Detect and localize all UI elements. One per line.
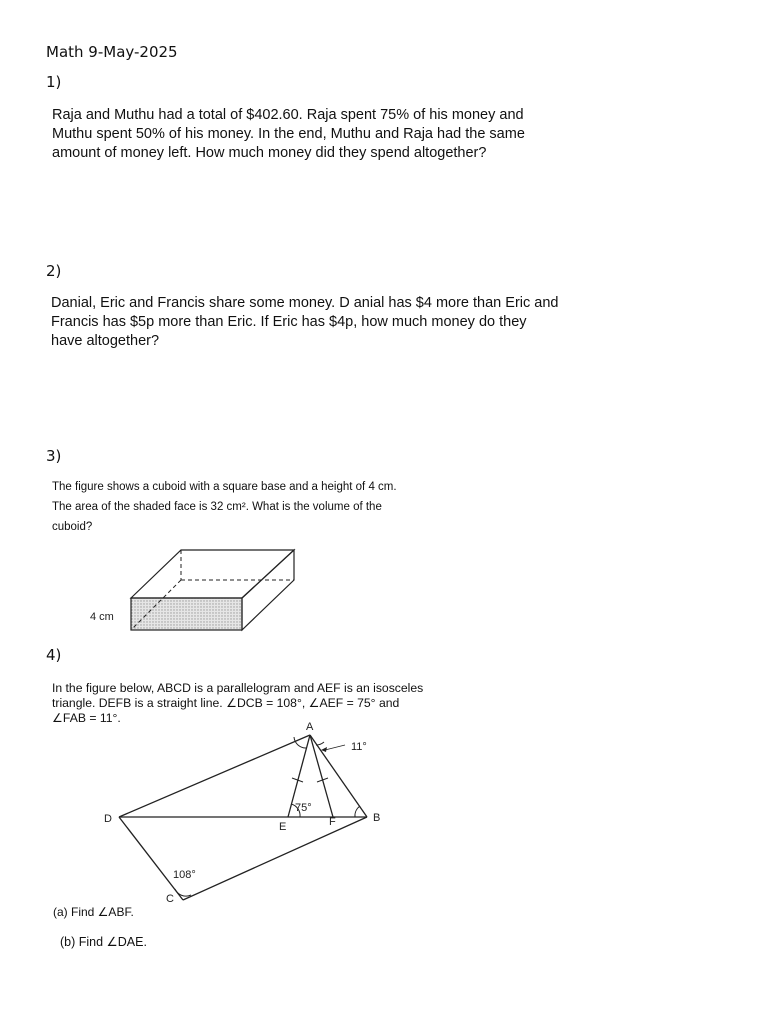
question-2-line: have altogether? <box>51 333 160 349</box>
label-e: E <box>279 821 287 833</box>
angle-label-aef: 75° <box>295 802 312 814</box>
question-4-part-a: (a) Find ∠ABF. <box>53 905 134 919</box>
question-3-number: 3) <box>46 447 62 465</box>
angle-pointer <box>325 745 345 750</box>
question-3-line: cuboid? <box>52 521 93 533</box>
angle-arc-dcb <box>175 889 191 896</box>
question-1-number: 1) <box>46 73 62 91</box>
cuboid-shaded-face <box>131 598 242 630</box>
question-1-line: Muthu spent 50% of his money. In the end, Muthu and Raja had the same <box>52 126 525 142</box>
side-da <box>119 735 310 817</box>
cuboid-top-face <box>131 550 294 598</box>
cuboid-right-face <box>242 550 294 630</box>
cuboid-height-label: 4 cm <box>90 611 114 623</box>
question-1-line: amount of money left. How much money did they spend altogether? <box>52 145 487 161</box>
cuboid-figure <box>80 540 310 640</box>
question-3-line: The figure shows a cuboid with a square base and a height of 4 cm. <box>52 481 397 493</box>
question-2-number: 2) <box>46 262 62 280</box>
question-4-line: ∠FAB = 11°. <box>52 711 121 725</box>
side-bc <box>183 817 367 900</box>
label-b: B <box>373 812 381 824</box>
question-4-line: In the figure below, ABCD is a parallelogram and AEF is an isosceles <box>52 681 424 695</box>
question-3-line: The area of the shaded face is 32 cm². What is the volume of the <box>52 501 382 513</box>
angle-label-fab: 11° <box>351 741 367 753</box>
question-4-line: triangle. DEFB is a straight line. ∠DCB = 108°, ∠AEF = 75° and <box>52 696 400 710</box>
question-3-text <box>52 477 397 537</box>
label-d: D <box>104 813 112 825</box>
label-f: F <box>329 816 336 828</box>
question-4-number: 4) <box>46 646 62 664</box>
angle-label-dcb: 108° <box>173 869 196 881</box>
question-2-line: Francis has $5p more than Eric. If Eric has $4p, how much money do they <box>51 314 527 330</box>
side-af <box>310 735 333 817</box>
question-2-line: Danial, Eric and Francis share some money. D anial has $4 more than Eric and <box>51 295 559 311</box>
angle-arc-abf <box>355 806 360 817</box>
document-title: Math 9-May-2025 <box>46 43 178 61</box>
angle-arc-fab <box>316 742 324 745</box>
side-cd <box>119 817 183 900</box>
question-1-text <box>52 106 525 163</box>
label-a: A <box>306 721 314 733</box>
question-2-text <box>51 294 558 351</box>
parallelogram-figure <box>95 718 395 908</box>
question-4-part-b: (b) Find ∠DAE. <box>60 935 147 949</box>
label-c: C <box>166 893 174 905</box>
question-1-line: Raja and Muthu had a total of $402.60. Raja spent 75% of his money and <box>52 107 524 123</box>
